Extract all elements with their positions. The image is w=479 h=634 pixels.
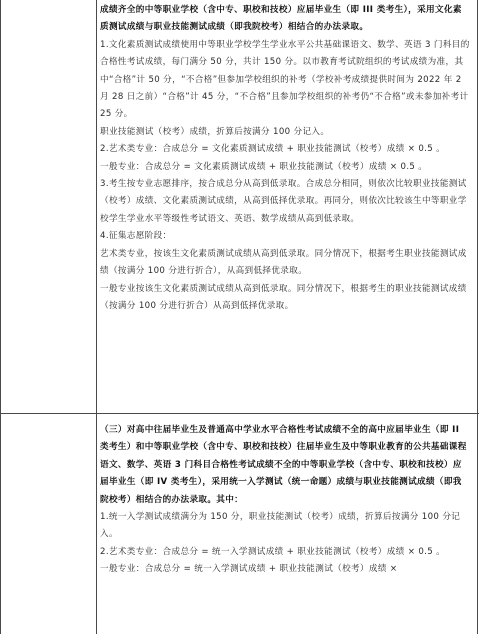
paragraph-unified-rule-2-art: 2.艺术类专业：合成总分 = 统一入学测试成绩 + 职业技能测试（校考）成绩 × 0.5 。 [100, 546, 446, 557]
paragraph-rule-3: 3.考生按专业志愿排序，按合成总分从高到低录取。合成总分相同，则依次比较职业技能测试（校考）成绩、文化素质测试成绩，从高到低择优录取。再同分，则依次比较该生中等职业学校学生学业水平等级性考试语文、英语、数学成绩从高到低录取。 [100, 179, 467, 224]
paragraph-rule-2-art: 2.艺术类专业：合成总分 = 文化素质测试成绩 + 职业技能测试（校考）成绩 × 0.5 。 [100, 144, 446, 155]
paragraph-heading-iii: 成绩齐全的中等职业学校（含中专、职校和技校）应届毕业生（即 III 类考生），采用文化素质测试成绩与职业技能测试成绩（即我院校考）相结合的办法录取。 [100, 5, 462, 33]
table-cell-section-2 [100, 422, 470, 579]
paragraph-unified-rule-2-general: 一般专业：合成总分 = 统一入学测试成绩 + 职业技能测试（校考）成绩 × [100, 564, 398, 575]
paragraph-rule-1: 1.文化素质测试成绩使用中等职业学校学生学业水平公共基础课语文、数学、英语 3 门科目的合格性考试成绩，每门满分 50 分，共计 150 分。以市教育考试院组织的考试成绩为准，其中“合格”计 50 分，“不合格”但参加学校组织的补考（学校补考成绩提供时间为 2022 年 2 月 28 日之前）“合格”计 45 分，“不合格”且参加学校组织的补考仍“不合格”或未参加补考计 25 分。 [100, 39, 470, 120]
paragraph-unified-rule-1: 1.统一入学测试成绩满分为 150 分，职业技能测试（校考）成绩，折算后按满分 100 分记入。 [100, 512, 461, 540]
paragraph-rule-4-art: 艺术类专业，按该生文化素质测试成绩从高到低录取。同分情况下，根据考生职业技能测试成绩（按满分 100 分进行折合），从高到低择优录取。 [100, 248, 467, 277]
table-row-divider [0, 413, 479, 414]
paragraph-heading-section-3: （三）对高中往届毕业生及普通高中学业水平合格性考试成绩不全的高中应届毕业生（即 II 类考生）和中等职业学校（含中专、职校和技校）往届毕业生及中等职业教育的公共基础课程语文、数学、英语 3 门科目合格性考试成绩不全的中等职业学校（含中专、职校和技校）应届毕业生（即 IV 类考生），采用统一入学测试（统一命题）成绩与职业技能测试成绩（即我院校考）相结合的办法录取。其中： [100, 425, 467, 505]
table-border-right [477, 0, 478, 634]
table-cell-section-1 [100, 2, 470, 315]
table-column-divider [96, 0, 97, 634]
paragraph-rule-4-general: 一般专业按该生文化素质测试成绩从高到低录取。同分情况下，根据考生的职业技能测试成绩（按满分 100 分进行折合）从高到低择优录取。 [100, 283, 467, 311]
paragraph-rule-1-note: 职业技能测试（校考）成绩，折算后按满分 100 分记入。 [100, 126, 330, 137]
table-border-left [0, 0, 1, 634]
paragraph-rule-2-general: 一般专业：合成总分 = 文化素质测试成绩 + 职业技能测试（校考）成绩 × 0.5 。 [100, 161, 428, 172]
paragraph-rule-4: 4.征集志愿阶段： [100, 231, 172, 242]
